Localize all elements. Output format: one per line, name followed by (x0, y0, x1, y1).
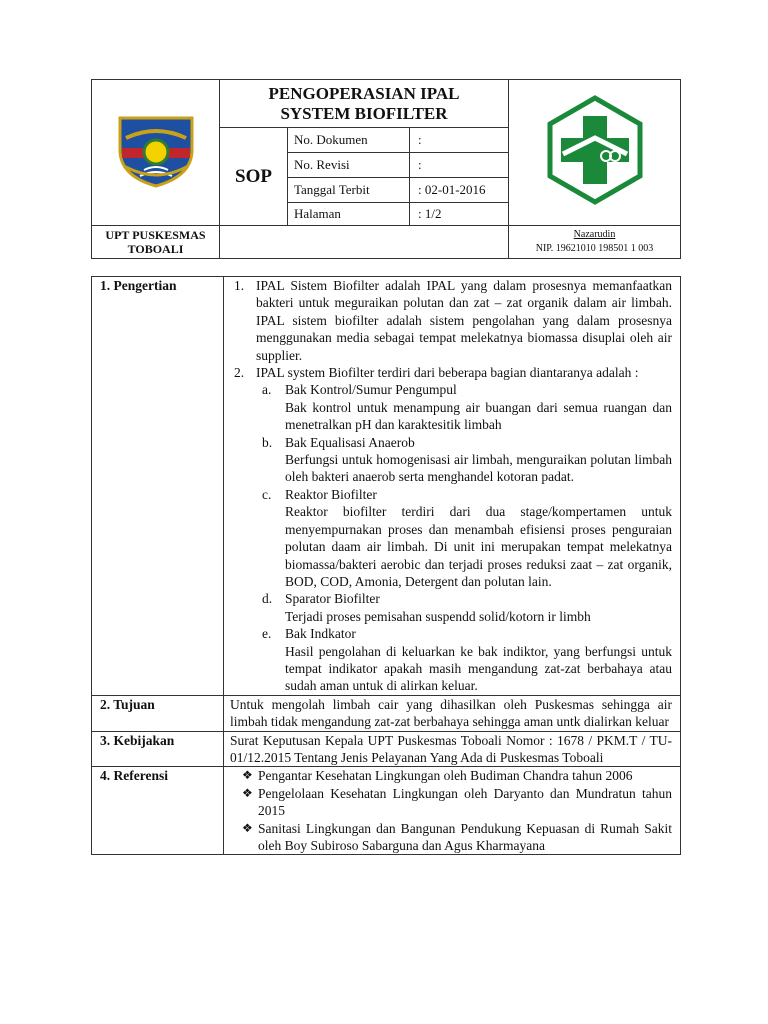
sub-item-desc: Hasil pengolahan di keluarkan ke bak indiktor, yang berfungsi untuk tempat indikator apakah masih mengandung zat-zat berbahaya atau sudah aman untuk di alirkan keluar. (285, 643, 672, 694)
signer-name: Nazarudin (573, 229, 616, 240)
meta-value-halaman: : 1/2 (410, 203, 509, 226)
sub-item-desc: Bak kontrol untuk menampung air buangan dari semua ruangan dan menetralkan pH dan karaktesitik limbah (285, 399, 672, 433)
row-referensi (92, 767, 681, 855)
meta-value-tanggal: : 02-01-2016 (410, 178, 509, 203)
list-item (230, 785, 672, 820)
title-line-2: SYSTEM BIOFILTER (280, 103, 448, 123)
content-pengertian (224, 277, 681, 696)
list-item (230, 364, 672, 381)
sub-letter: d. (262, 591, 273, 607)
sub-title: Bak Indkator (285, 626, 356, 642)
district-emblem-icon (114, 110, 198, 190)
item-text: IPAL Sistem Biofilter adalah IPAL yang dalam prosesnya memanfaatkan bakteri untuk meguraikan polutan dan zat – zat organik dalam air limbah. IPAL sistem biofilter adalah sistem pengolahan yang dalam prosesnya menggunakan media sebagai tempat melekatnya biomassa disuplai oleh air supplier. (256, 278, 672, 363)
row-pengertian (92, 277, 681, 696)
meta-value-dokumen: : (410, 128, 509, 153)
sub-letter: b. (262, 434, 273, 450)
sub-item-title (230, 381, 672, 398)
list-item (230, 820, 672, 855)
sub-item-desc: Reaktor biofilter terdiri dari dua stage/kompertamen untuk menyempurnakan proses dan menambah efisiensi proses penguraian polutan daam air limbah. Di unit ini merupakan tempat melekatnya biomassa/bakteri aerobic dan terjadi proses reduksi zaat – zat organik, BOD, COD, Amonia, Detergent dan polutan lain. (285, 504, 672, 589)
organization-name (92, 226, 220, 259)
district-logo-cell (92, 80, 220, 226)
sub-item-desc: Berfungsi untuk homogenisasi air limbah, menguraikan polutan limbah oleh bakteri anaerob serta menghandel kotoran padat. (285, 452, 672, 485)
title-line-1: PENGOPERASIAN IPAL (268, 83, 460, 103)
label-referensi: 4. Referensi (92, 767, 224, 855)
sub-letter: e. (262, 626, 272, 642)
meta-label-tanggal: Tanggal Terbit (288, 178, 410, 203)
label-tujuan: 2. Tujuan (92, 695, 224, 731)
sop-label: SOP (220, 128, 288, 226)
item-number: 2. (234, 365, 245, 381)
meta-label-halaman: Halaman (288, 203, 410, 226)
sub-title: Bak Kontrol/Sumur Pengumpul (285, 382, 457, 398)
meta-label-dokumen: No. Dokumen (288, 128, 410, 153)
sub-title: Reaktor Biofilter (285, 486, 377, 502)
sub-item-title (230, 625, 672, 642)
content-referensi (224, 767, 681, 855)
sub-item-title (230, 486, 672, 503)
sub-letter: c. (262, 486, 272, 502)
item-number: 1. (234, 278, 245, 293)
puskesmas-logo-cell (509, 80, 681, 226)
bullet-diamond-icon: ❖ (242, 820, 253, 835)
sub-letter: a. (262, 382, 272, 398)
reference-text: Sanitasi Lingkungan dan Bangunan Pendukung Kepuasan di Rumah Sakit oleh Boy Subiroso Sabarguna dan Agus Kharmayana (258, 820, 672, 853)
row-tujuan (92, 695, 681, 731)
list-item (230, 277, 672, 364)
meta-value-revisi: : (410, 153, 509, 178)
document-title (220, 80, 509, 128)
row-kebijakan (92, 731, 681, 767)
reference-text: Pengantar Kesehatan Lingkungan oleh Budiman Chandra tahun 2006 (258, 768, 633, 784)
list-item (230, 767, 672, 784)
sop-header-table (91, 79, 681, 259)
label-kebijakan: 3. Kebijakan (92, 731, 224, 767)
org-line-1: UPT PUSKESMAS (105, 228, 206, 242)
signer-nip: NIP. 19621010 198501 1 003 (535, 243, 654, 254)
content-kebijakan: Surat Keputusan Kepala UPT Puskesmas Toboali Nomor : 1678 / PKM.T / TU-01/12.2015 Tentang Jenis Pelayanan Yang Ada di Puskesmas Toboali (224, 731, 681, 767)
sop-content-table (91, 276, 681, 855)
sub-item-title (230, 590, 672, 607)
item-text: IPAL system Biofilter terdiri dari beberapa bagian diantaranya adalah : (256, 365, 639, 381)
sub-item-title (230, 434, 672, 451)
sub-item-desc: Terjadi proses pemisahan suspendd solid/kotorn ir limbh (285, 608, 591, 624)
content-tujuan: Untuk mengolah limbah cair yang dihasilkan oleh Puskesmas sehingga air limbah tidak mengandung zat-zat berbahaya sehingga aman untk dialirkan keluar (224, 695, 681, 731)
meta-label-revisi: No. Revisi (288, 153, 410, 178)
label-pengertian: 1. Pengertian (92, 277, 224, 696)
empty-cell (220, 226, 509, 259)
bullet-diamond-icon: ❖ (242, 785, 253, 800)
reference-text: Pengelolaan Kesehatan Lingkungan oleh Daryanto dan Mundratun tahun 2015 (258, 785, 672, 819)
puskesmas-logo-icon (539, 94, 651, 206)
sub-title: Bak Equalisasi Anaerob (285, 434, 415, 450)
signature-block (509, 226, 681, 259)
org-line-2: TOBOALI (127, 242, 184, 256)
sub-title: Sparator Biofilter (285, 591, 380, 607)
bullet-diamond-icon: ❖ (242, 768, 253, 783)
